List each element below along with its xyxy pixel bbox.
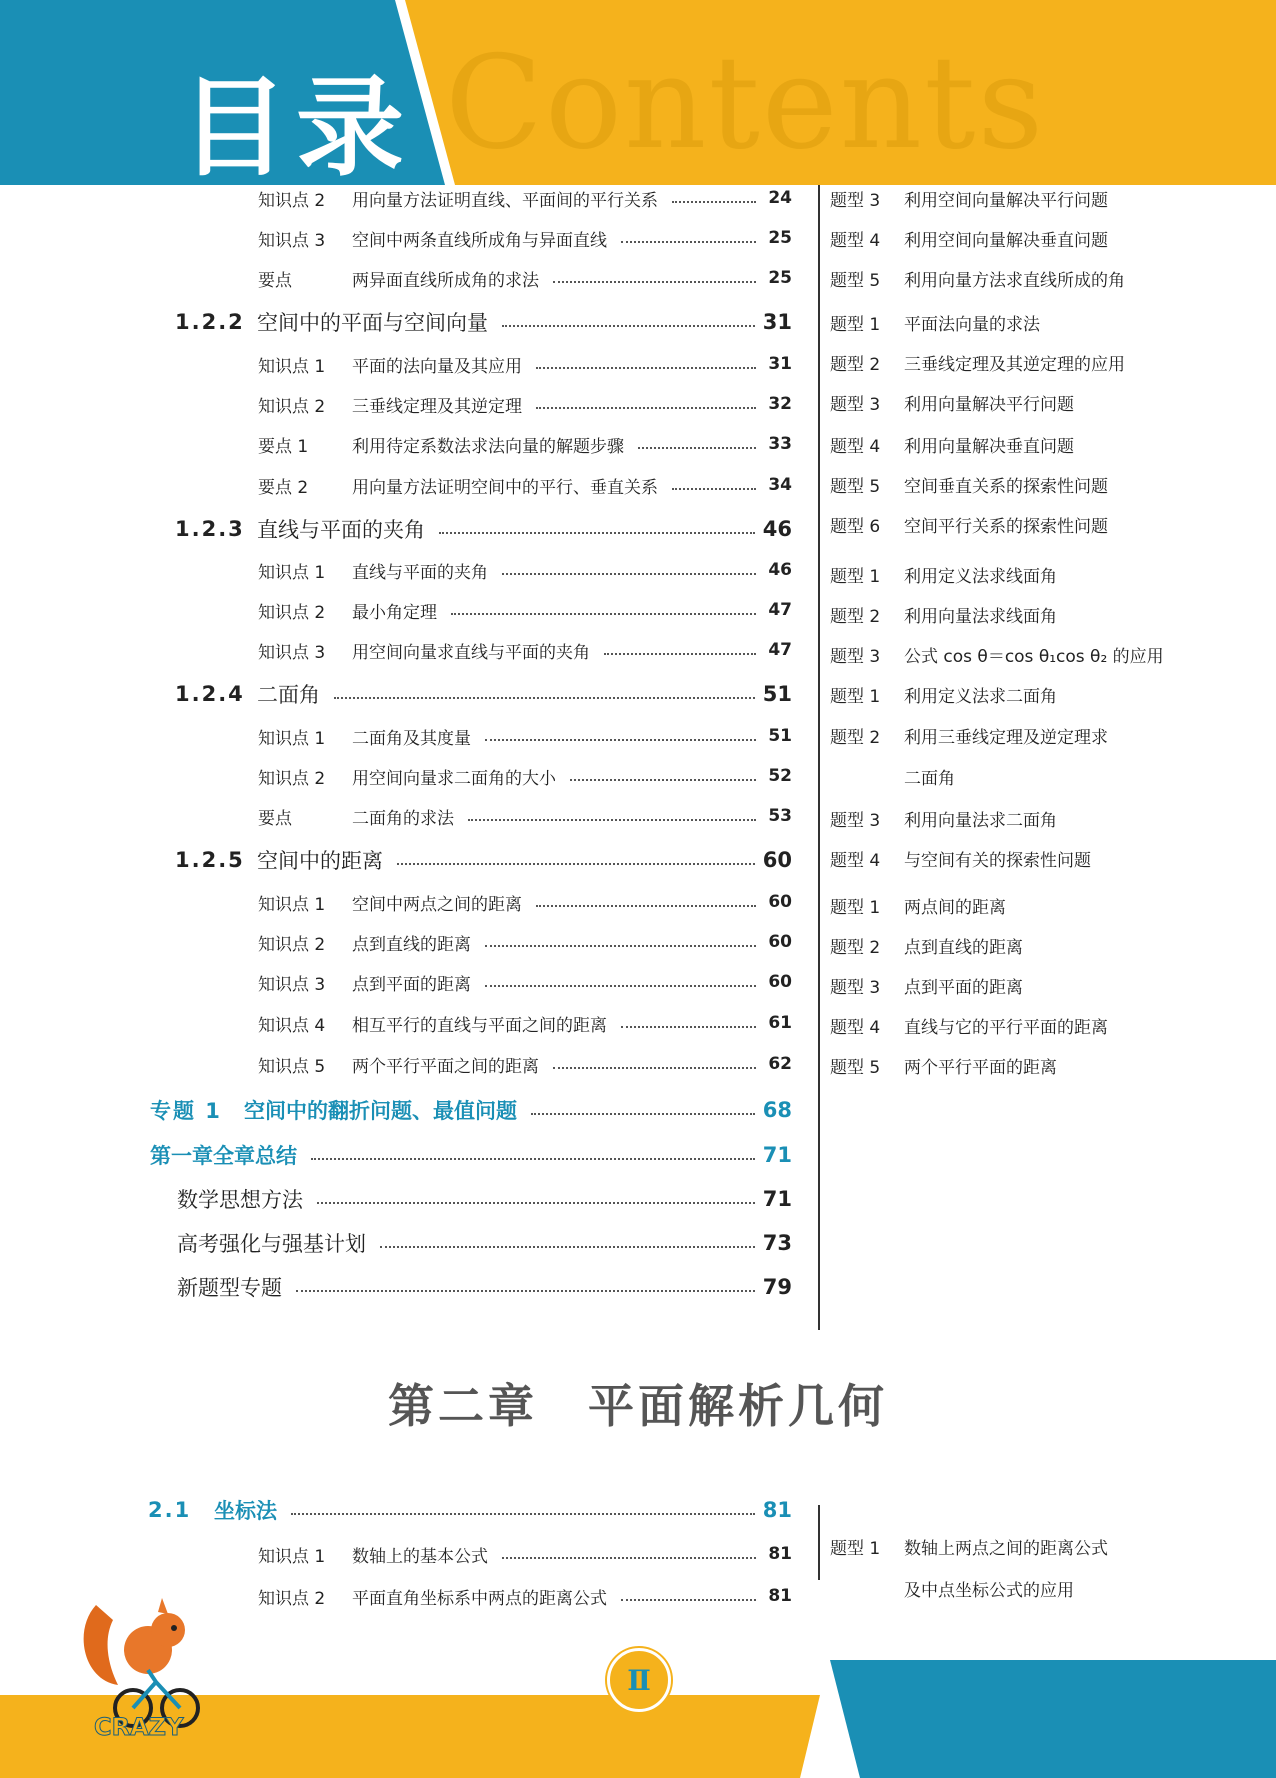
toc-entry <box>258 965 792 999</box>
question-type-title: 两点间的距离 <box>904 897 1006 918</box>
dot-leader <box>672 201 756 203</box>
entry-title: 空间中两点之间的距离 <box>352 894 522 915</box>
question-type-entry <box>830 841 1091 875</box>
toc-entry <box>148 1493 792 1527</box>
dot-leader <box>291 1513 755 1515</box>
entry-page-number: 61 <box>768 1013 792 1033</box>
question-type-title: 三垂线定理及其逆定理的应用 <box>904 354 1125 375</box>
dot-leader <box>536 407 756 409</box>
entry-title: 空间中的平面与空间向量 <box>257 311 488 335</box>
entry-page-number: 33 <box>768 434 792 454</box>
question-type-entry <box>830 597 1057 631</box>
question-type-label: 题型 2 <box>830 606 881 627</box>
entry-page-number: 24 <box>768 188 792 208</box>
question-type-entry <box>830 385 1074 419</box>
toc-entry <box>258 553 792 587</box>
dot-leader <box>672 488 756 490</box>
entry-title: 第一章全章总结 <box>150 1144 297 1168</box>
dot-leader <box>502 573 756 575</box>
entry-page-number: 34 <box>768 475 792 495</box>
entry-label: 要点 <box>258 808 292 829</box>
dot-leader <box>621 1599 756 1601</box>
dot-leader <box>502 325 755 327</box>
dot-leader <box>397 863 755 865</box>
dot-leader <box>296 1290 755 1292</box>
question-type-entry <box>830 928 1023 962</box>
entry-page-number: 62 <box>768 1054 792 1074</box>
entry-page-number: 81 <box>768 1586 792 1606</box>
toc-entry <box>258 885 792 919</box>
entry-label: 知识点 2 <box>258 934 326 955</box>
question-type-label: 题型 3 <box>830 810 881 831</box>
entry-page-number: 31 <box>768 354 792 374</box>
dot-leader <box>621 1026 756 1028</box>
chapter-heading: 第二章 平面解析几何 <box>388 1379 888 1433</box>
entry-label: 知识点 1 <box>258 1546 326 1567</box>
entry-label: 1.2.4 <box>175 682 245 706</box>
entry-label: 要点 2 <box>258 477 309 498</box>
toc-entry <box>258 925 792 959</box>
dot-leader <box>604 653 756 655</box>
toc-entry <box>258 181 792 215</box>
dot-leader <box>380 1246 755 1248</box>
question-type-label: 题型 1 <box>830 897 881 918</box>
toc-entry <box>258 719 792 753</box>
entry-title: 用空间向量求二面角的大小 <box>352 768 556 789</box>
entry-page-number: 51 <box>762 682 792 706</box>
entry-page-number: 60 <box>762 848 792 872</box>
question-type-title: 利用向量方法求直线所成的角 <box>904 270 1125 291</box>
entry-label: 2.1 <box>148 1498 192 1522</box>
question-type-title: 利用空间向量解决垂直问题 <box>904 230 1108 251</box>
dot-leader <box>485 945 756 947</box>
question-type-label: 题型 1 <box>830 314 881 335</box>
entry-label: 知识点 2 <box>258 602 326 623</box>
mascot-crazy-text: CRAZY <box>94 1713 184 1740</box>
toc-entry <box>258 468 792 502</box>
question-type-label: 题型 4 <box>830 436 881 457</box>
entry-title: 利用待定系数法求法向量的解题步骤 <box>352 436 624 457</box>
question-type-title: 利用三垂线定理及逆定理求 <box>904 727 1108 748</box>
entry-title: 点到直线的距离 <box>352 934 471 955</box>
toc-entry <box>258 633 792 667</box>
question-type-entry <box>830 1048 1057 1082</box>
question-type-label: 题型 4 <box>830 850 881 871</box>
entry-title: 用向量方法证明空间中的平行、垂直关系 <box>352 477 658 498</box>
entry-title: 平面的法向量及其应用 <box>352 356 522 377</box>
entry-page-number: 31 <box>762 310 792 334</box>
dot-leader <box>553 1067 756 1069</box>
entry-page-number: 25 <box>768 228 792 248</box>
question-type-entry <box>830 801 1057 835</box>
toc-entry <box>258 1537 792 1571</box>
toc-entry <box>177 1270 792 1304</box>
entry-title: 高考强化与强基计划 <box>177 1232 366 1256</box>
entry-title: 用空间向量求直线与平面的夹角 <box>352 642 590 663</box>
entry-title: 二面角及其度量 <box>352 728 471 749</box>
question-type-label: 题型 2 <box>830 937 881 958</box>
dot-leader <box>317 1202 755 1204</box>
toc-entry <box>258 593 792 627</box>
dot-leader <box>536 905 756 907</box>
entry-page-number: 81 <box>768 1544 792 1564</box>
entry-title: 新题型专题 <box>177 1276 282 1300</box>
question-type-title: 利用向量解决平行问题 <box>904 394 1074 415</box>
column-divider-chapter2 <box>818 1505 820 1580</box>
toc-entry <box>150 1138 792 1172</box>
question-type-entry <box>830 467 1108 501</box>
question-type-label: 题型 5 <box>830 270 881 291</box>
entry-label: 知识点 1 <box>258 728 326 749</box>
entry-page-number: 25 <box>768 268 792 288</box>
entry-page-number: 71 <box>762 1143 792 1167</box>
question-type-label: 题型 2 <box>830 354 881 375</box>
entry-page-number: 60 <box>768 892 792 912</box>
question-type-title: 二面角 <box>904 768 955 789</box>
entry-title: 平面直角坐标系中两点的距离公式 <box>352 1588 607 1609</box>
dot-leader <box>485 985 756 987</box>
dot-leader <box>439 532 755 534</box>
question-type-title: 及中点坐标公式的应用 <box>904 1580 1074 1601</box>
question-type-entry <box>830 305 1040 339</box>
question-type-label: 题型 3 <box>830 646 881 667</box>
entry-title: 两异面直线所成角的求法 <box>352 270 539 291</box>
question-type-entry <box>830 261 1125 295</box>
question-type-label: 题型 5 <box>830 1057 881 1078</box>
entry-title: 点到平面的距离 <box>352 974 471 995</box>
toc-entry <box>258 1047 792 1081</box>
entry-title: 坐标法 <box>214 1499 277 1523</box>
entry-page-number: 47 <box>768 640 792 660</box>
toc-entry <box>175 843 792 877</box>
page-number-badge: Ⅱ <box>607 1648 671 1712</box>
question-type-label: 题型 3 <box>830 977 881 998</box>
question-type-title: 利用向量解决垂直问题 <box>904 436 1074 457</box>
question-type-title: 点到直线的距离 <box>904 937 1023 958</box>
question-type-entry <box>830 718 1108 752</box>
entry-title: 空间中两条直线所成角与异面直线 <box>352 230 607 251</box>
dot-leader <box>311 1158 755 1160</box>
question-type-entry <box>830 557 1057 591</box>
entry-label: 知识点 3 <box>258 230 326 251</box>
entry-label: 知识点 5 <box>258 1056 326 1077</box>
entry-page-number: 73 <box>762 1231 792 1255</box>
dot-leader <box>638 447 756 449</box>
toc-entry <box>177 1182 792 1216</box>
question-type-title: 数轴上两点之间的距离公式 <box>904 1538 1108 1559</box>
question-type-title: 空间平行关系的探索性问题 <box>904 516 1108 537</box>
entry-label: 1.2.3 <box>175 517 245 541</box>
entry-page-number: 60 <box>768 932 792 952</box>
entry-label: 1.2.5 <box>175 848 245 872</box>
question-type-title: 利用定义法求二面角 <box>904 686 1057 707</box>
entry-title: 空间中的翻折问题、最值问题 <box>244 1099 517 1123</box>
question-type-title: 利用定义法求线面角 <box>904 566 1057 587</box>
question-type-title: 利用向量法求二面角 <box>904 810 1057 831</box>
question-type-entry <box>830 507 1108 541</box>
question-type-label: 题型 4 <box>830 230 881 251</box>
question-type-label: 题型 2 <box>830 727 881 748</box>
entry-title: 二面角的求法 <box>352 808 454 829</box>
entry-label: 要点 1 <box>258 436 309 457</box>
entry-page-number: 68 <box>762 1098 792 1122</box>
entry-label: 要点 <box>258 270 292 291</box>
toc-entry <box>177 1226 792 1260</box>
dot-leader <box>531 1113 755 1115</box>
entry-page-number: 53 <box>768 806 792 826</box>
entry-label: 知识点 1 <box>258 562 326 583</box>
toc-entry <box>175 305 792 339</box>
question-type-entry <box>830 1529 1108 1563</box>
dot-leader <box>502 1557 756 1559</box>
question-type-entry <box>830 181 1108 215</box>
entry-label: 知识点 3 <box>258 974 326 995</box>
entry-title: 直线与平面的夹角 <box>352 562 488 583</box>
entry-label: 知识点 2 <box>258 396 326 417</box>
entry-page-number: 60 <box>768 972 792 992</box>
entry-title: 直线与平面的夹角 <box>257 518 425 542</box>
question-type-title: 利用空间向量解决平行问题 <box>904 190 1108 211</box>
question-type-title: 两个平行平面的距离 <box>904 1057 1057 1078</box>
toc-entry <box>258 759 792 793</box>
question-type-entry <box>830 221 1108 255</box>
entry-title: 三垂线定理及其逆定理 <box>352 396 522 417</box>
toc-entry <box>150 1093 792 1127</box>
question-type-entry <box>830 637 1164 671</box>
toc-entry <box>258 387 792 421</box>
question-type-label: 题型 1 <box>830 686 881 707</box>
entry-label: 知识点 1 <box>258 894 326 915</box>
dot-leader <box>485 739 756 741</box>
entry-label: 知识点 3 <box>258 642 326 663</box>
toc-entry <box>175 512 792 546</box>
toc-entry <box>258 221 792 255</box>
question-type-entry <box>830 345 1125 379</box>
entry-page-number: 46 <box>762 517 792 541</box>
question-type-title: 利用向量法求线面角 <box>904 606 1057 627</box>
question-type-label: 题型 1 <box>830 1538 881 1559</box>
question-type-entry <box>830 1008 1108 1042</box>
entry-page-number: 81 <box>762 1498 792 1522</box>
entry-title: 空间中的距离 <box>257 849 383 873</box>
entry-label: 知识点 4 <box>258 1015 326 1036</box>
question-type-label: 题型 3 <box>830 190 881 211</box>
dot-leader <box>334 697 755 699</box>
entry-page-number: 47 <box>768 600 792 620</box>
entry-page-number: 71 <box>762 1187 792 1211</box>
squirrel-mascot-icon <box>78 1590 208 1740</box>
dot-leader <box>536 367 756 369</box>
question-type-title: 与空间有关的探索性问题 <box>904 850 1091 871</box>
question-type-label: 题型 6 <box>830 516 881 537</box>
dot-leader <box>451 613 756 615</box>
toc-entry <box>258 347 792 381</box>
question-type-entry <box>830 968 1023 1002</box>
question-type-entry <box>830 888 1006 922</box>
question-type-title: 点到平面的距离 <box>904 977 1023 998</box>
entry-title: 两个平行平面之间的距离 <box>352 1056 539 1077</box>
question-type-label: 题型 1 <box>830 566 881 587</box>
toc-entry <box>258 1579 792 1613</box>
entry-label: 知识点 1 <box>258 356 326 377</box>
question-type-entry <box>830 427 1074 461</box>
entry-title: 用向量方法证明直线、平面间的平行关系 <box>352 190 658 211</box>
question-type-title: 平面法向量的求法 <box>904 314 1040 335</box>
dot-leader <box>621 241 756 243</box>
page-title: 目录 <box>180 66 413 191</box>
entry-label: 知识点 2 <box>258 768 326 789</box>
entry-page-number: 51 <box>768 726 792 746</box>
question-type-title: 直线与它的平行平面的距离 <box>904 1017 1108 1038</box>
dot-leader <box>553 281 756 283</box>
question-type-entry <box>830 1571 1074 1605</box>
question-type-title: 公式 cos θ＝cos θ₁cos θ₂ 的应用 <box>904 646 1164 667</box>
dot-leader <box>570 779 756 781</box>
entry-title: 数轴上的基本公式 <box>352 1546 488 1567</box>
entry-page-number: 32 <box>768 394 792 414</box>
entry-page-number: 79 <box>762 1275 792 1299</box>
toc-entry <box>258 1006 792 1040</box>
column-divider <box>818 185 820 1330</box>
question-type-label: 题型 3 <box>830 394 881 415</box>
question-type-entry <box>830 677 1057 711</box>
entry-label: 专题 1 <box>150 1099 222 1123</box>
entry-title: 二面角 <box>257 683 320 707</box>
entry-page-number: 52 <box>768 766 792 786</box>
entry-label: 知识点 2 <box>258 190 326 211</box>
question-type-entry <box>830 759 955 793</box>
entry-title: 相互平行的直线与平面之间的距离 <box>352 1015 607 1036</box>
toc-entry <box>258 427 792 461</box>
contents-watermark: Contents <box>445 29 1046 178</box>
toc-entry <box>258 261 792 295</box>
question-type-label: 题型 4 <box>830 1017 881 1038</box>
toc-entry <box>258 799 792 833</box>
entry-title: 数学思想方法 <box>177 1188 303 1212</box>
question-type-label: 题型 5 <box>830 476 881 497</box>
entry-label: 知识点 2 <box>258 1588 326 1609</box>
question-type-title: 空间垂直关系的探索性问题 <box>904 476 1108 497</box>
entry-page-number: 46 <box>768 560 792 580</box>
dot-leader <box>468 819 756 821</box>
entry-label: 1.2.2 <box>175 310 245 334</box>
entry-title: 最小角定理 <box>352 602 437 623</box>
toc-entry <box>175 677 792 711</box>
